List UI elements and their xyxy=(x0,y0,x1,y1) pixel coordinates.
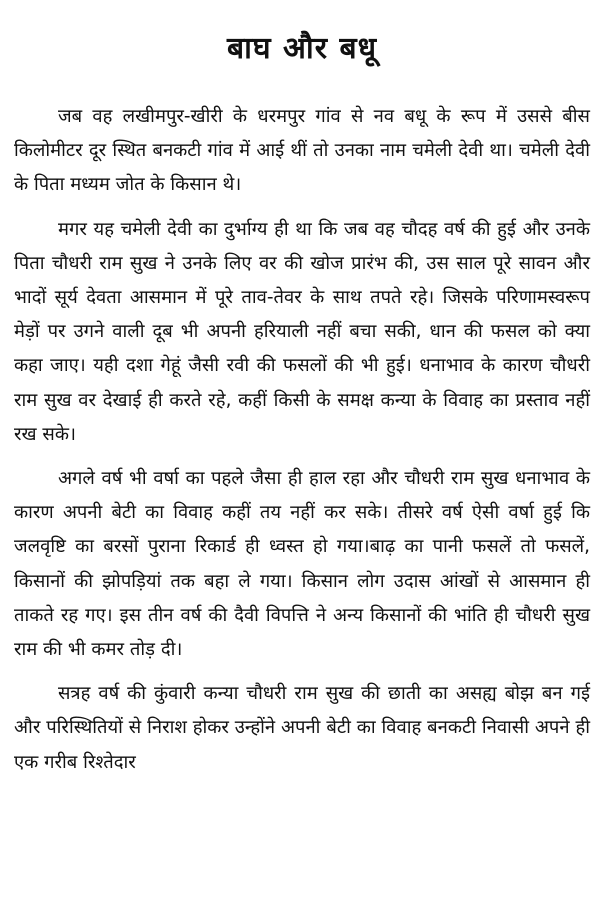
paragraph: मगर यह चमेली देवी का दुर्भाग्य ही था कि जब वह चौदह वर्ष की हुई और उनके पिता चौधरी राम सुख ने उनके लिए वर की खोज प्रारंभ की, उस साल पूरे सावन और भादों सूर्य देवता आसमान में पूरे ताव-तेवर के साथ तपते रहे। जिसके परिणामस्वरूप मेड़ों पर उगने वाली दूब भी अपनी हरियाली नहीं बचा सकी, धान की फसल को क्या कहा जाए। यही दशा गेहूं जैसी रवी की फसलों की भी हुई। धनाभाव के कारण चौधरी राम सुख वर देखाई ही करते रहे, कहीं किसी के समक्ष कन्या के विवाह का प्रस्ताव नहीं रख सके। xyxy=(14,218,590,445)
paragraph: सत्रह वर्ष की कुंवारी कन्या चौधरी राम सुख की छाती का असह्य बोझ बन गई और परिस्थितियों से निराश होकर उन्होंने अपनी बेटी का विवाह बनकटी निवासी अपने ही एक गरीब रिश्तेदार xyxy=(14,683,590,773)
document-title: बाघ और बधू xyxy=(226,31,378,66)
document-body xyxy=(14,100,590,780)
paragraph: जब वह लखीमपुर-खीरी के धरमपुर गांव से नव बधू के रूप में उससे बीस किलोमीटर दूर स्थित बनकटी गांव में आई थीं तो उनका नाम चमेली देवी था। चमेली देवी के पिता मध्यम जोत के किसान थे। xyxy=(14,106,590,196)
paragraph: अगले वर्ष भी वर्षा का पहले जैसा ही हाल रहा और चौधरी राम सुख धनाभाव के कारण अपनी बेटी का विवाह कहीं तय नहीं कर सके। तीसरे वर्ष ऐसी वर्षा हुई कि जलवृष्टि का बरसों पुराना रिकार्ड ही ध्वस्त हो गया।बाढ़ का पानी फसलें तो फसलें, किसानों की झोपड़ियां तक बहा ले गया। किसान लोग उदास आंखों से आसमान ही ताकते रह गए। इस तीन वर्ष की दैवी विपत्ति ने अन्य किसानों की भांति ही चौधरी सुख राम की भी कमर तोड़ दी। xyxy=(14,468,590,661)
